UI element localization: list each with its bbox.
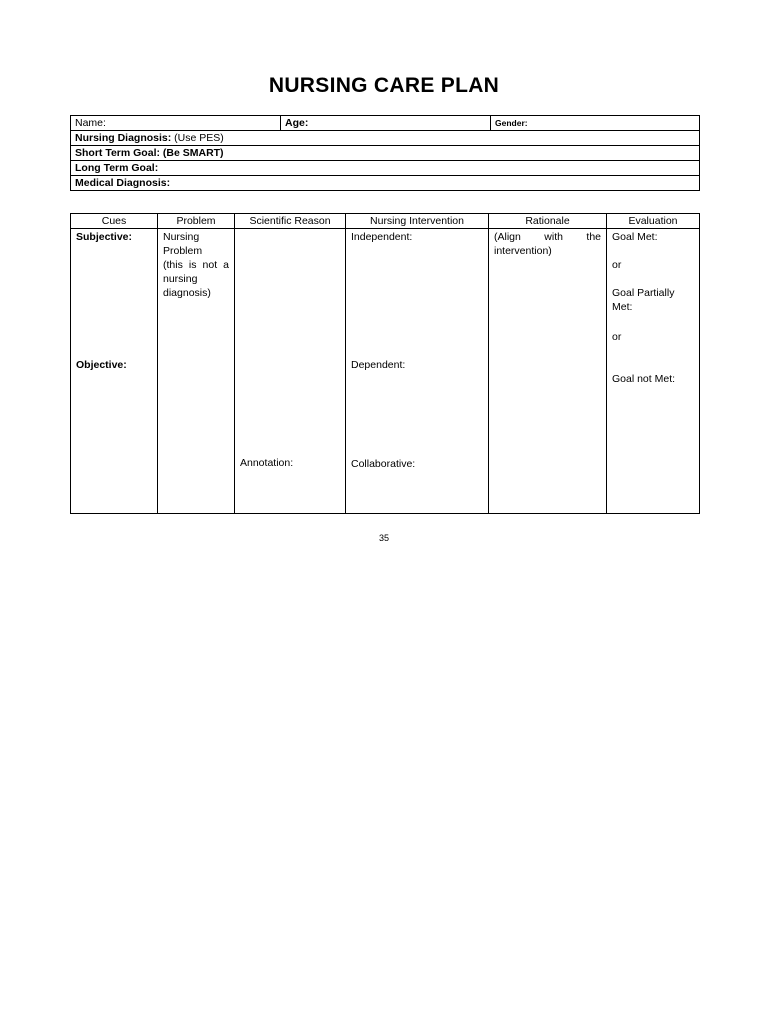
rationale-line: (Align with the	[494, 231, 601, 243]
or-label: or	[612, 331, 622, 343]
problem-line: (this is not a	[163, 259, 229, 271]
page-number: 35	[378, 533, 389, 543]
header-evaluation: Evaluation	[607, 214, 700, 229]
gender-field[interactable]	[491, 116, 700, 131]
scientific-reason-cell[interactable]	[235, 229, 346, 514]
header-nursing-intervention: Nursing Intervention	[346, 214, 489, 229]
nursing-diagnosis-label: Nursing Diagnosis:	[75, 132, 172, 144]
nursing-diagnosis-field[interactable]	[71, 131, 700, 146]
name-field[interactable]	[71, 116, 281, 131]
rationale-text	[494, 230, 601, 258]
nursing-diagnosis-hint: (Use PES)	[171, 132, 224, 144]
name-label: Name:	[75, 117, 106, 129]
dependent-label: Dependent:	[351, 359, 406, 371]
long-term-goal-field[interactable]	[71, 161, 700, 176]
problem-line: diagnosis)	[163, 287, 211, 299]
header-problem: Problem	[158, 214, 235, 229]
annotation-label: Annotation:	[240, 457, 294, 469]
info-row-nursing-diagnosis	[71, 131, 700, 146]
collaborative-label: Collaborative:	[351, 458, 416, 470]
goal-not-met-label: Goal not Met:	[612, 373, 676, 385]
or-label: or	[612, 259, 622, 271]
info-row-name-age-gender	[71, 116, 700, 131]
problem-text	[163, 230, 229, 300]
care-plan-header-row	[71, 214, 700, 229]
evaluation-cell[interactable]	[607, 229, 700, 514]
problem-line: Problem	[163, 245, 203, 257]
page-title: NURSING CARE PLAN	[268, 74, 500, 97]
info-row-long-term-goal	[71, 161, 700, 176]
info-row-short-term-goal	[71, 146, 700, 161]
patient-info-table	[70, 115, 700, 191]
independent-label: Independent:	[351, 231, 413, 243]
problem-line: Nursing	[163, 231, 200, 243]
problem-line: nursing	[163, 273, 198, 285]
rationale-line: intervention)	[494, 245, 552, 257]
care-plan-body-row	[71, 229, 700, 514]
info-row-medical-diagnosis	[71, 176, 700, 191]
short-term-goal-field[interactable]	[71, 146, 700, 161]
header-cues: Cues	[71, 214, 158, 229]
gender-label: Gender:	[495, 118, 528, 128]
rationale-cell[interactable]	[489, 229, 607, 514]
age-label: Age:	[285, 117, 309, 129]
goal-met-label: Goal Met:	[612, 231, 658, 243]
goal-partially-met-line: Goal Partially	[612, 287, 675, 299]
header-scientific-reason: Scientific Reason	[235, 214, 346, 229]
subjective-label: Subjective:	[76, 231, 133, 243]
age-field[interactable]	[281, 116, 491, 131]
header-rationale: Rationale	[489, 214, 607, 229]
medical-diagnosis-field[interactable]	[71, 176, 700, 191]
cues-cell[interactable]	[71, 229, 158, 514]
goal-partially-met-line: Met:	[612, 301, 633, 313]
care-plan-table	[70, 213, 700, 514]
objective-label: Objective:	[76, 359, 127, 371]
nursing-intervention-cell[interactable]	[346, 229, 489, 514]
long-term-goal-label: Long Term Goal:	[75, 162, 159, 174]
goal-partially-met-label	[612, 286, 694, 314]
medical-diagnosis-label: Medical Diagnosis:	[75, 177, 171, 189]
short-term-goal-label: Short Term Goal: (Be SMART)	[75, 147, 224, 159]
problem-cell[interactable]	[158, 229, 235, 514]
